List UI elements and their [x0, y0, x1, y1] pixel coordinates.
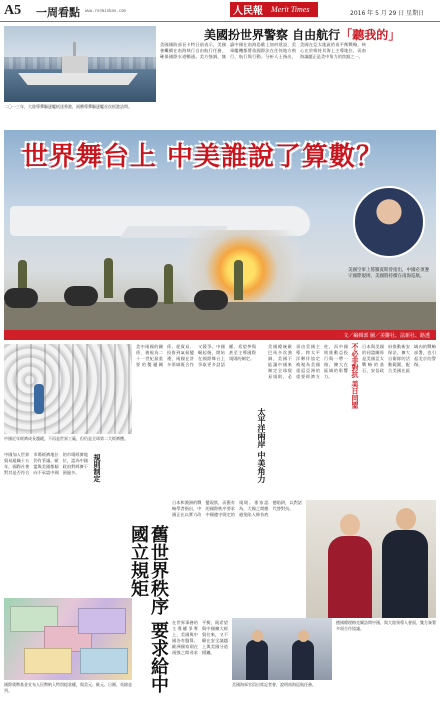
- textile-factory-photo: [4, 344, 132, 434]
- warship-photo-caption: 二〇一三年，大陸導彈驅逐艦抵達香港，兩艘導彈驅逐艦首次抵港訪問。: [4, 104, 132, 109]
- man-head: [396, 508, 416, 530]
- middle-vertical-heading: 太平洋兩岸 中美角力: [257, 408, 266, 483]
- banner-photo: [4, 130, 436, 330]
- bottom-left-text: 中國加入世界貿易組織十五年，國際社會對其是否符合市場經濟地位仍有爭議。歐盟與美國都傾向不承認中國的市場經濟地位，認為中國政府對經濟干預過多。: [4, 452, 88, 475]
- officer-figure: [292, 640, 314, 680]
- issue-date: 2016 年 5 月 29 日 星期日: [350, 10, 425, 17]
- textile-photo-caption: 中國近年經濟成長趨緩，不再是世界工廠，但仍是全球第二大經濟體。: [4, 436, 128, 441]
- website-url: www.renminbao.com: [85, 8, 126, 13]
- alliance-vertical-heading: 不必非對抗 美日同盟: [351, 343, 359, 409]
- portrait-caption: 美國空軍上將羅賓斯曾指出，中國必須遵守國際規則，美國將持續在南海巡航。: [348, 268, 429, 279]
- masthead-english: Merit Times: [271, 5, 310, 14]
- bottom-story-headline: 舊世界秩序 要求給中國立規矩: [128, 525, 169, 694]
- leaders-photo-caption: 德國總理梅克爾訪問中國，與大陸領導人會面，雙方簽署多項合作協議。: [336, 620, 436, 631]
- leaders-meeting-photo: [306, 500, 436, 618]
- currency-photo-caption: 國際貨幣基金宣布人民幣納入特別提款權，與美元、歐元、日圓、英鎊並列。: [4, 682, 132, 693]
- section-title: 一周看點: [36, 6, 80, 19]
- cannon: [194, 290, 228, 310]
- photo-credit: 文／編輯部 圖／美聯社、法新社、路透: [4, 330, 436, 340]
- officer-head: [252, 630, 263, 642]
- banknote: [24, 648, 72, 674]
- middle-text-a: 美中兩國的關係，被視為二十一世紀最重要的雙邊關係。從貿易、投資到氣候變遷，兩國在許多領域既合作又競爭。中國崛起後，開始在國際舞台上爭取更多話語權，希望參與甚至主導國際規則的制定。: [136, 344, 256, 367]
- ship-hull: [18, 73, 138, 85]
- top-story-headline: [204, 26, 400, 43]
- currency-photo: [4, 598, 132, 680]
- officer-figure: [246, 640, 268, 680]
- ship-superstructure: [62, 56, 88, 74]
- woman-red-jacket: [328, 536, 372, 618]
- soldier-figure: [234, 260, 243, 300]
- middle-text-c: 日本與美國的同盟關係是美國亞太戰略的基石，安倍政府推動新安保法，擴大自衛隊的活動範圍，配合美國在區域內的戰略部署，也引起北京的警惕。: [362, 344, 436, 373]
- bottom-right-text: 在世界事務的主導權爭奪上，美國與中國各有盤算。歐洲國家則在兩強之間尋求平衡，既希望與中國擴大經貿往來，又不願在安全議題上與美國分道揚鑣。: [172, 620, 228, 655]
- factory-worker: [34, 384, 44, 414]
- cannon: [124, 288, 158, 308]
- top-headline-quote: 「聽我的」: [340, 28, 401, 42]
- newspaper-masthead: [230, 2, 318, 17]
- spool-racks: [4, 344, 132, 434]
- rules-vertical-heading: 規則制定: [93, 454, 101, 482]
- banknote: [78, 608, 126, 634]
- soldier-figure: [104, 258, 113, 298]
- middle-text-b: 美國總統歐巴馬多次強調，美國不能讓中國來制定全球貿易規則，必須由美國主導。跨太平洋夥伴協定被視為美國重返亞洲的重要經濟支柱，而中國則推動亞投行與一帶一路，擴大在區域的影響力。: [268, 344, 348, 379]
- warship-photo: [4, 26, 156, 102]
- cannon: [64, 286, 98, 306]
- masthead-chinese: 人民報: [233, 6, 263, 17]
- top-story-text: 美國國防部長卡特日前表示，美國會繼續在南海執行自由航行任務，確保國際水道暢通。美方強調，無論中國在南海島礁上如何建設，美軍艦機都將依國際法在任何地方飛行、航行與行動。分析人士指出，美國在亞太地區的再平衡戰略，核心在於維持其海上主導地位，而南海議題正是美中角力的焦點之一。: [160, 42, 366, 59]
- man-dark-suit: [382, 530, 428, 618]
- officers-photo-caption: 美國海軍官員出席記者會，說明南海巡航任務。: [232, 682, 316, 687]
- banknote: [80, 648, 128, 674]
- top-headline-main: 美國扮世界警察 自由航行: [204, 28, 341, 42]
- officer-head: [298, 630, 309, 642]
- general-portrait: [353, 186, 425, 258]
- banner-headline: 世界舞台上 中美誰說了算數？: [22, 142, 384, 172]
- page-number: A5: [4, 3, 22, 18]
- navy-officers-photo: [232, 618, 332, 680]
- soldier-figure: [164, 264, 173, 304]
- woman-head: [340, 514, 360, 536]
- cannon: [4, 288, 38, 308]
- bottom-middle-text: 日本和澳洲的戰略學者指出，中國正在以實力改變現狀，而舊有的國際秩序要求中國遵守既定的規則。專家認為，大國之間應避免陷入修昔底德陷阱，以對話代替對抗。: [172, 500, 302, 517]
- page-header: [0, 0, 440, 22]
